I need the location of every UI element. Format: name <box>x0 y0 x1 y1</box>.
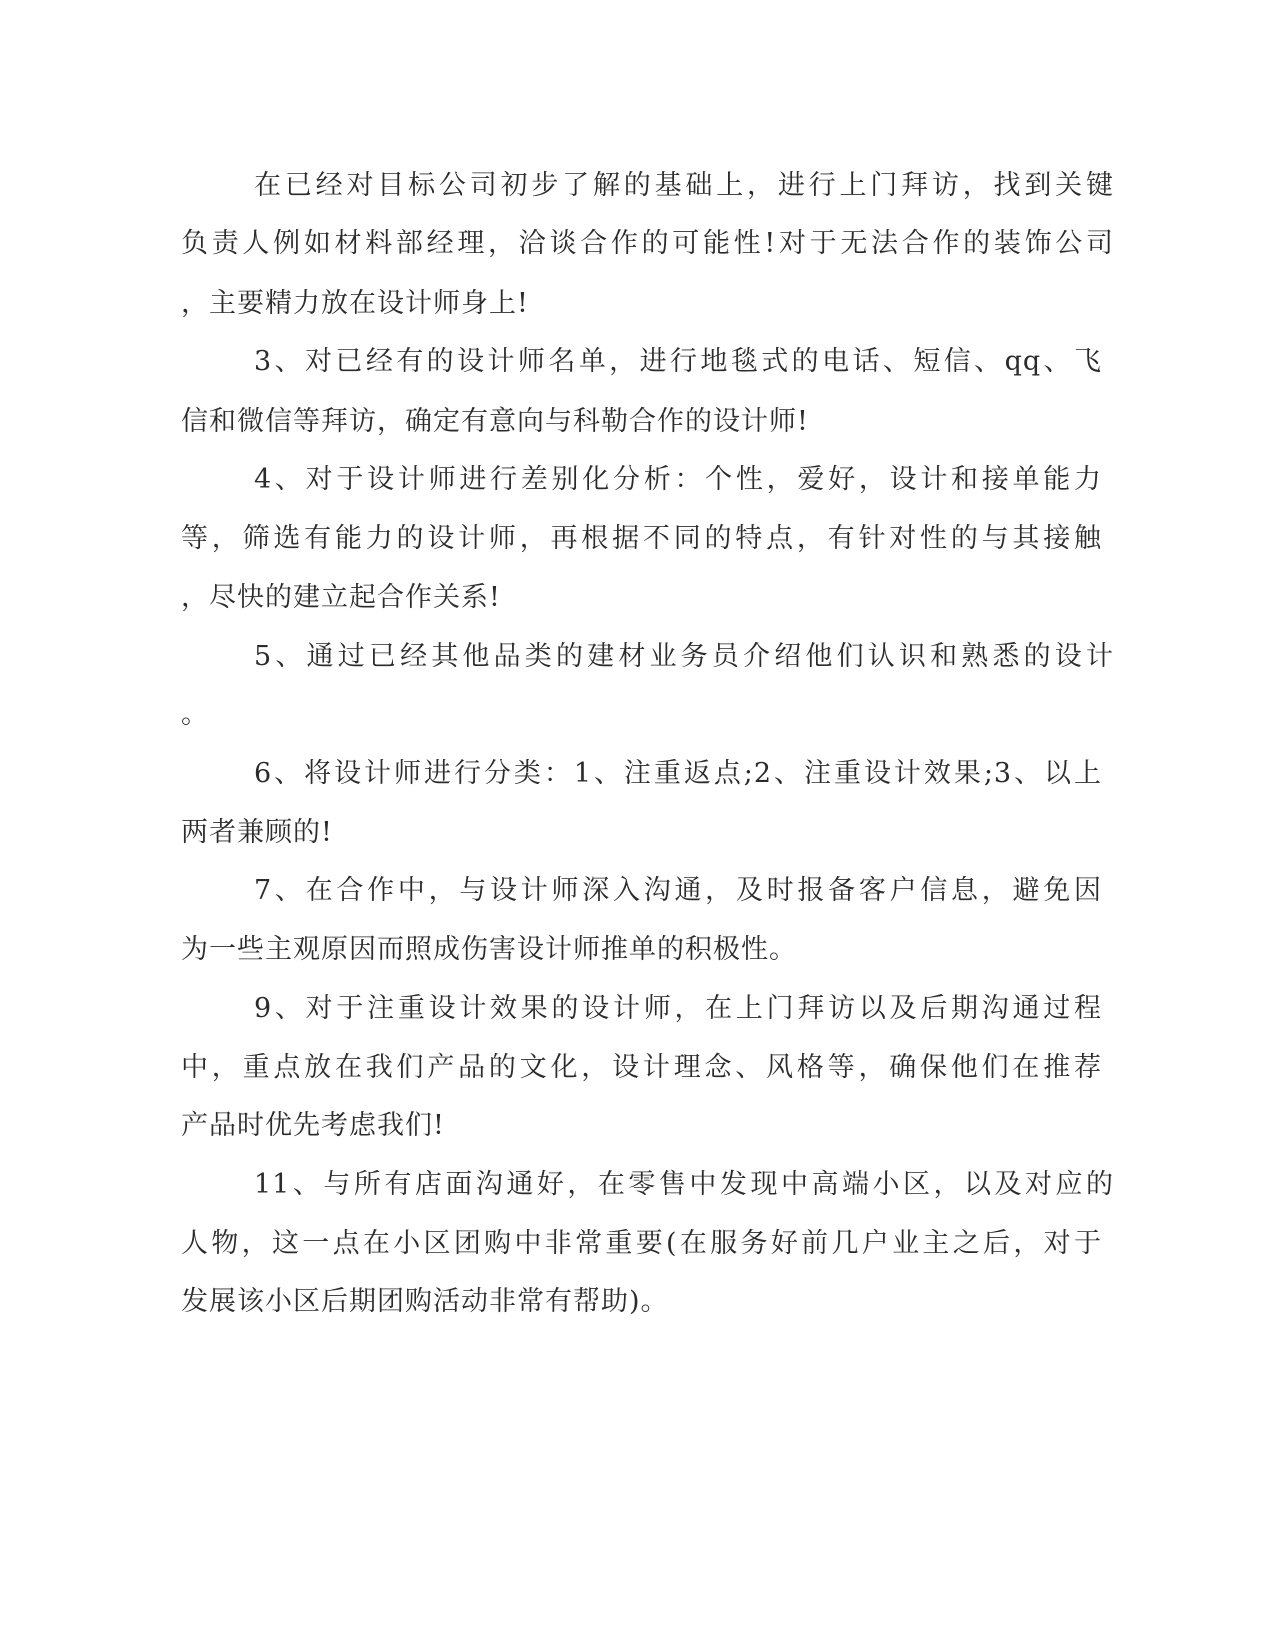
text-line: 在已经对目标公司初步了解的基础上，进行上门拜访，找到关键 <box>254 170 1114 201</box>
text-line: 产品时优先考虑我们! <box>181 1110 445 1141</box>
text-line: 4、对于设计师进行差别化分析：个性，爱好，设计和接单能力 <box>254 464 1102 495</box>
text-line: 信和微信等拜访，确定有意向与科勒合作的设计师! <box>181 406 809 437</box>
text-line: 6、将设计师进行分类：1、注重返点;2、注重设计效果;3、以上 <box>254 758 1102 789</box>
text-line: 11、与所有店面沟通好，在零售中发现中高端小区，以及对应的 <box>254 1169 1114 1200</box>
text-line: 。 <box>181 699 209 730</box>
text-line: 等，筛选有能力的设计师，再根据不同的特点，有针对性的与其接触 <box>181 523 1102 554</box>
text-line: 两者兼顾的! <box>181 817 333 848</box>
text-line: 7、在合作中，与设计师深入沟通，及时报备客户信息，避免因 <box>254 875 1102 906</box>
text-line: 人物，这一点在小区团购中非常重要(在服务好前几户业主之后，对于 <box>181 1228 1102 1259</box>
text-line: 负责人例如材料部经理，洽谈合作的可能性!对于无法合作的装饰公司 <box>181 228 1114 259</box>
text-line: 中，重点放在我们产品的文化，设计理念、风格等，确保他们在推荐 <box>181 1052 1102 1083</box>
text-line: ，主要精力放在设计师身上! <box>181 288 529 319</box>
text-line: 3、对已经有的设计师名单，进行地毯式的电话、短信、qq、飞 <box>254 346 1102 377</box>
text-line: 5、通过已经其他品类的建材业务员介绍他们认识和熟悉的设计 <box>254 641 1114 672</box>
text-line: 9、对于注重设计效果的设计师，在上门拜访以及后期沟通过程 <box>254 993 1102 1024</box>
text-line: 为一些主观原因而照成伤害设计师推单的积极性。 <box>181 934 797 965</box>
text-line: ，尽快的建立起合作关系! <box>181 582 501 613</box>
text-line: 发展该小区后期团购活动非常有帮助)。 <box>181 1286 669 1317</box>
